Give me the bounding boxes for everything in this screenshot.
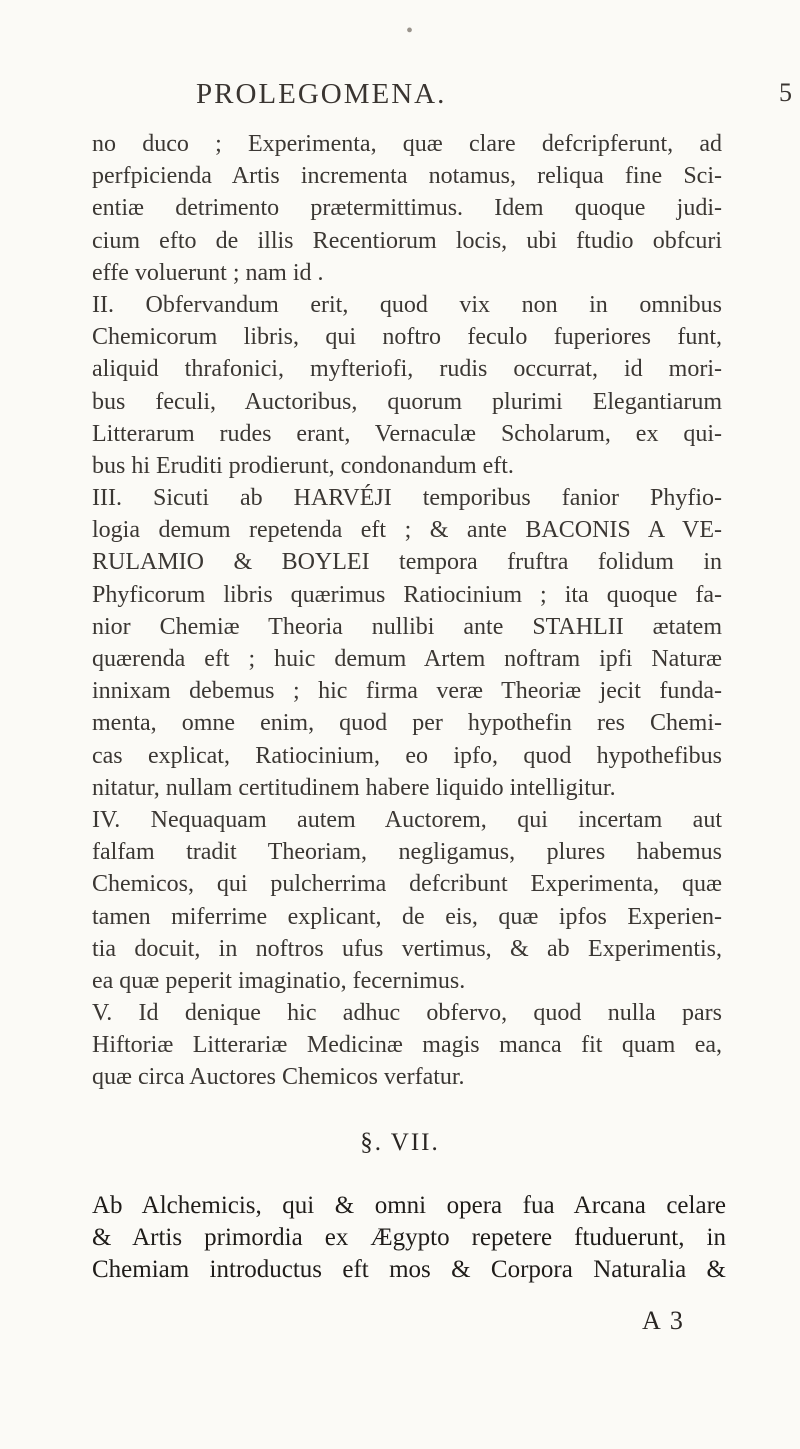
page-number: 5 [779,78,794,107]
text-line: RULAMIO & BOYLEI tempora fruftra folidum in [92,549,722,576]
print-speck-icon: • [406,20,414,42]
text-line: II. Obfervandum erit, quod vix non in omnibus [92,291,722,318]
text-line: no duco ; Experimenta, quæ clare defcripferunt, ad [92,131,722,157]
text-line: III. Sicuti ab HARVÉJI temporibus fanior Phyfio- [92,485,722,512]
text-line: falfam tradit Theoriam, negligamus, plures habemus [92,839,722,866]
section-heading: §. VII. [360,1129,440,1156]
signature-mark: A 3 [642,1306,685,1335]
text-line: nitatur, nullam certitudinem habere liquido intelligitur. [92,774,616,801]
text-line: quæ circa Auctores Chemicos verfatur. [92,1064,465,1091]
section-text [92,1189,726,1286]
header-title: PROLEGOMENA. [196,78,447,110]
text-line: IV. Nequaquam autem Auctorem, qui incertam aut [92,806,722,833]
text-line: entiæ detrimento prætermittimus. Idem quoque judi- [92,195,722,222]
running-header [196,78,794,111]
body-text [92,128,722,1094]
text-line: ea quæ peperit imaginatio, fecernimus. [92,967,466,994]
text-line: effe voluerunt ; nam id . [92,259,324,286]
text-line: Chemiam introductus eft mos & Corpora Naturalia & [92,1256,726,1284]
text-line: perfpicienda Artis incrementa notamus, reliqua fine Sci- [92,163,722,190]
text-line: cas explicat, Ratiocinium, eo ipfo, quod hypothefibus [92,742,722,769]
text-line: Chemicos, qui pulcherrima defcribunt Experimenta, quæ [92,871,722,898]
text-line: aliquid thrafonici, myfteriofi, rudis occurrat, id mori- [92,356,722,383]
text-line: Chemicorum libris, qui noftro feculo fuperiores funt, [92,324,722,351]
text-line: quærenda eft ; huic demum Artem noftram ipfi Naturæ [92,646,722,672]
text-line: menta, omne enim, quod per hypothefin res Chemi- [92,710,722,737]
text-line: Phyficorum libris quærimus Ratiocinium ; ita quoque fa- [92,581,722,608]
text-line: nior Chemiæ Theoria nullibi ante STAHLII ætatem [92,613,722,640]
text-line: Litterarum rudes erant, Vernaculæ Scholarum, ex qui- [92,420,722,447]
text-line: logia demum repetenda eft ; & ante BACONIS A VE- [92,517,722,544]
text-line: & Artis primordia ex Ægypto repetere ftuduerunt, in [92,1224,726,1252]
text-line: Ab Alchemicis, qui & omni opera fua Arcana celare [92,1192,726,1219]
text-line: Hiftoriæ Litterariæ Medicinæ magis manca fit quam ea, [92,1032,722,1059]
text-line: tia docuit, in noftros ufus vertimus, & ab Experimentis, [92,935,722,962]
text-line: cium efto de illis Recentiorum locis, ubi ftudio obfcuri [92,227,722,254]
text-line: innixam debemus ; hic firma veræ Theoriæ jecit funda- [92,678,722,705]
text-line: bus feculi, Auctoribus, quorum plurimi Elegantiarum [92,388,722,415]
text-line: bus hi Eruditi prodierunt, condonandum eft. [92,452,514,479]
text-line: V. Id denique hic adhuc obfervo, quod nulla pars [92,1000,722,1027]
text-line: tamen miferrime explicant, de eis, quæ ipfos Experien- [92,903,722,930]
